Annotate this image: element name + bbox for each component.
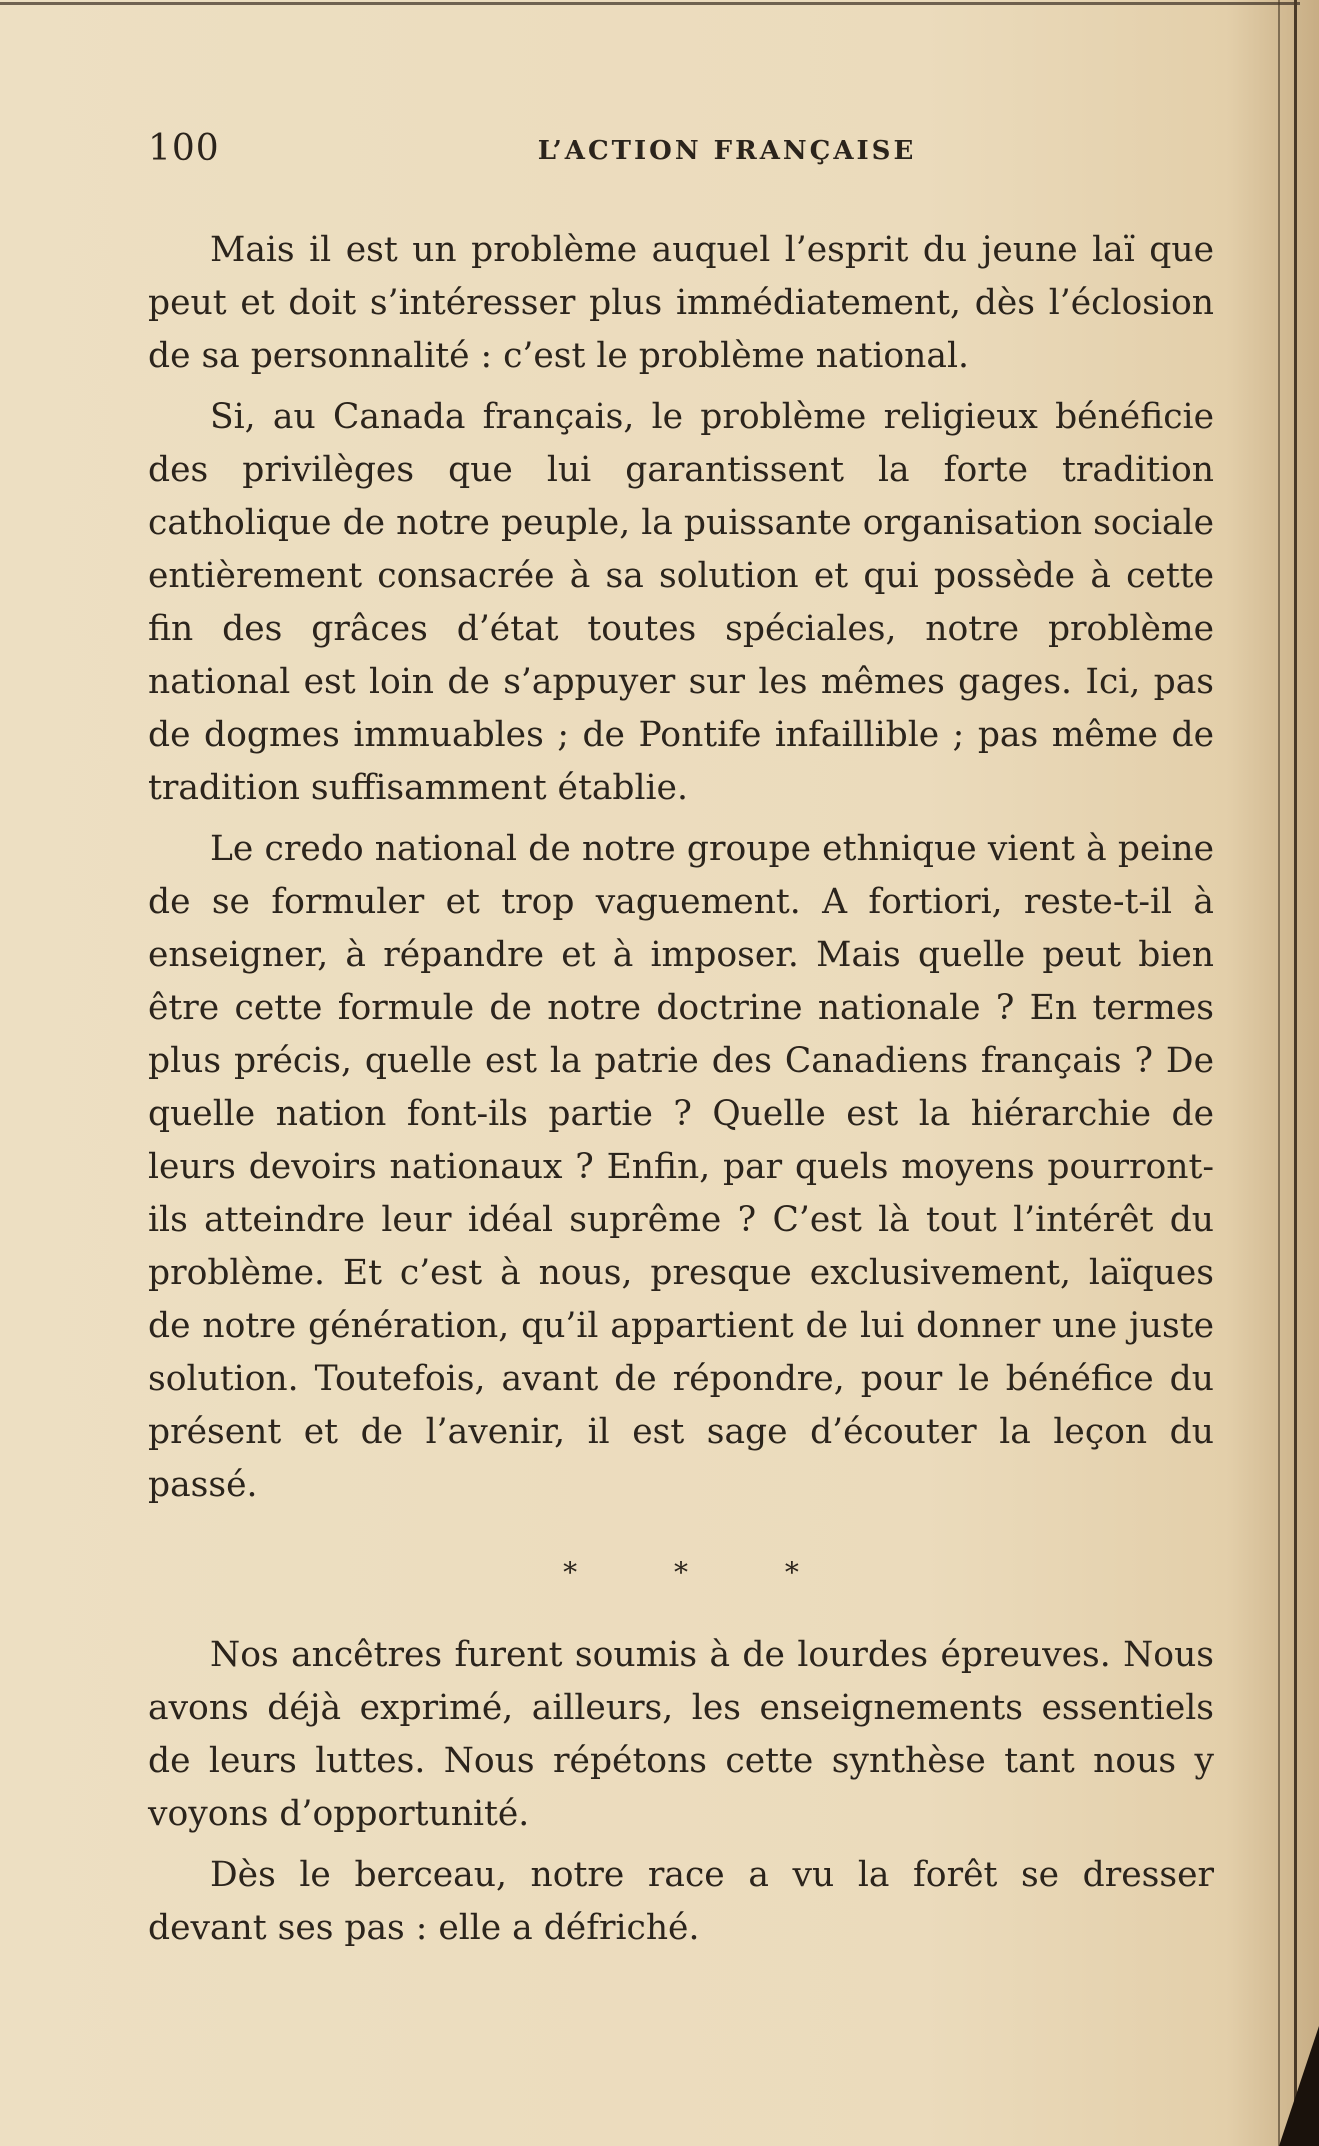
page-corner-shadow bbox=[1279, 2026, 1319, 2146]
page-edge bbox=[1294, 0, 1297, 2146]
body-text bbox=[148, 224, 1214, 1963]
paragraph: Si, au Canada français, le problème religieux bénéficie des privilèges que lui garantissent la forte tradition catholique de notre peuple, la puissante organisation sociale entièrement consacrée à sa solution et qui possède à cette fin des grâces d’état toutes spéciales, notre problème national est loin de s’appuyer sur les mêmes gages. Ici, pas de dogmes immuables ; de Pontife infaillible ; pas même de tradition suffisamment établie. bbox=[148, 397, 1214, 808]
paragraph: Dès le berceau, notre race a vu la forêt se dresser devant ses pas : elle a défriché. bbox=[148, 1855, 1214, 1948]
page-number: 100 bbox=[148, 128, 220, 169]
paragraph: Mais il est un problème auquel l’esprit du jeune laï que peut et doit s’intéresser plus immédiatement, dès l’éclosion de sa personnalité : c’est le problème national. bbox=[148, 230, 1214, 376]
running-title: L’ACTION FRANÇAISE bbox=[537, 136, 917, 166]
page-edge-inner bbox=[1278, 0, 1280, 2146]
page-top-edge bbox=[0, 2, 1300, 5]
page-header bbox=[148, 128, 1228, 178]
section-ornament: * * * bbox=[563, 1556, 843, 1589]
paragraph: Nos ancêtres furent soumis à de lourdes épreuves. Nous avons déjà exprimé, ailleurs, les enseignements essentiels de leurs luttes. Nous répétons cette synthèse tant nous y voyons d’opportunité. bbox=[148, 1635, 1214, 1834]
paragraph: Le credo national de notre groupe ethnique vient à peine de se formuler et trop vaguement. A fortiori, reste-t-il à enseigner, à répandre et à imposer. Mais quelle peut bien être cette formule de notre doctrine nationale ? En termes plus précis, quelle est la patrie des Canadiens français ? De quelle nation font-ils partie ? Quelle est la hiérarchie de leurs devoirs nationaux ? Enfin, par quels moyens pourront-ils atteindre leur idéal suprême ? C’est là tout l’intérêt du problème. Et c’est à nous, presque exclusivement, laïques de notre génération, qu’il appartient de lui donner une juste solution. Toutefois, avant de répondre, pour le bénéfice du présent et de l’avenir, il est sage d’écouter la leçon du passé. bbox=[148, 829, 1214, 1505]
